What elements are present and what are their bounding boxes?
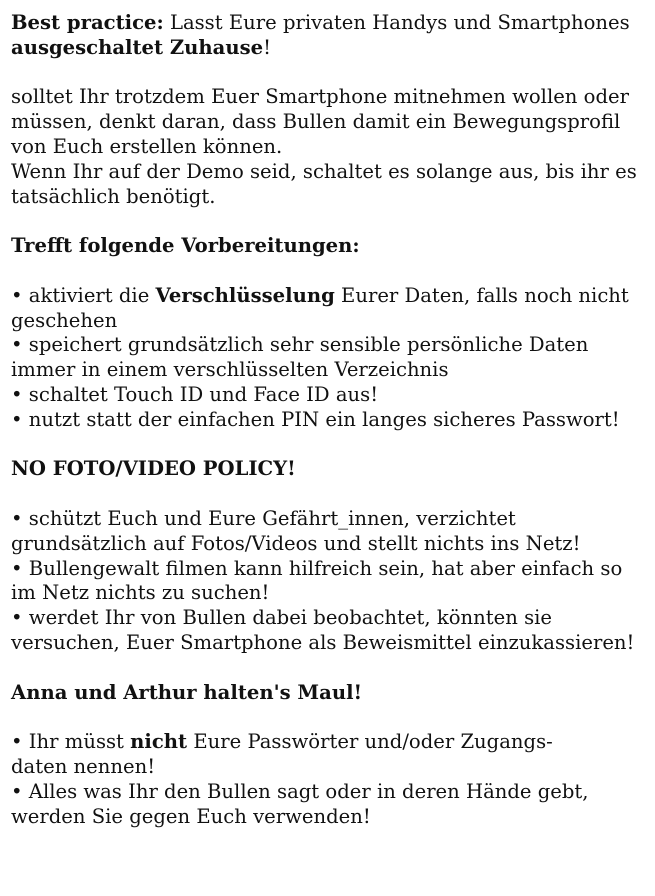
best-practice-emphasis: ausgeschaltet Zuhause — [11, 35, 264, 59]
list-item-text: schaltet Touch ID und Face ID aus! — [28, 382, 379, 406]
bullet-icon: • — [11, 779, 23, 803]
bullet-icon: • — [11, 506, 23, 530]
bullet-icon: • — [11, 283, 23, 307]
switch-off-text: Wenn Ihr auf der Demo seid, schaltet es solange aus, bis ihr es tatsächlich benötigt. — [11, 159, 637, 208]
best-practice-label: Best practice: — [11, 11, 164, 34]
movement-profile-text: solltet Ihr trotzdem Euer Smartphone mitnehmen wollen oder müssen, denkt daran, dass Bullen damit ein Bewegungsprofil von Euch erstellen können. — [11, 85, 629, 158]
list-item — [11, 557, 651, 607]
photo-video-policy-heading: NO FOTO/VIDEO POLICY! — [11, 457, 296, 481]
list-item — [11, 730, 651, 780]
list-item-text: aktiviert die — [28, 283, 150, 307]
list-item-text: werdet Ihr von Bullen dabei beobachtet, könnten sie versuchen, Euer Smartphone als Beweismittel einzukassieren! — [11, 606, 635, 654]
list-item-text: Eurer Daten, falls noch nicht geschehen — [11, 283, 629, 332]
bullet-icon: • — [11, 730, 23, 754]
bullet-icon: • — [11, 556, 23, 580]
bullet-icon: • — [11, 382, 23, 406]
list-item — [11, 383, 651, 408]
silence-heading: Anna und Arthur halten's Maul! — [11, 680, 363, 704]
list-item-text: speichert grundsätzlich sehr sensible persönliche Daten immer in einem verschlüsselten Verzeichnis — [11, 333, 589, 382]
preparations-heading: Trefft folgende Vorbereitungen: — [11, 234, 360, 258]
list-item-text: Ihr müsst — [28, 730, 124, 754]
list-item — [11, 408, 651, 433]
list-item — [11, 606, 651, 656]
list-item-text: Bullengewalt filmen kann hilfreich sein, hat aber einfach so im Netz nichts zu suchen! — [11, 556, 623, 605]
best-practice-end: ! — [263, 35, 271, 59]
best-practice-paragraph — [11, 11, 651, 61]
bullet-icon: • — [11, 333, 23, 357]
list-item — [11, 780, 651, 830]
document — [11, 11, 651, 829]
smartphone-warning-paragraph — [11, 85, 651, 209]
list-item-text: schützt Euch und Eure Gefährt_innen, verzichtet grundsätzlich auf Fotos/Videos und stellt nichts ins Netz! — [11, 506, 581, 555]
list-item — [11, 333, 651, 383]
list-item-text: Alles was Ihr den Bullen sagt oder in deren Hände gebt, werden Sie gegen Euch verwenden! — [11, 779, 589, 828]
list-item-text: nutzt statt der einfachen PIN ein langes sicheres Passwort! — [28, 407, 620, 431]
encryption-emphasis: Verschlüsselung — [155, 283, 335, 307]
list-item — [11, 284, 651, 334]
bullet-icon: • — [11, 606, 23, 630]
list-item — [11, 507, 651, 557]
not-emphasis: nicht — [130, 730, 188, 754]
bullet-icon: • — [11, 407, 23, 431]
list-item-text: daten nennen! — [11, 754, 156, 778]
list-item-text: Eure Passwörter und/oder Zugangs- — [193, 730, 553, 754]
best-practice-text: Lasst Eure privaten Handys und Smartphones — [169, 11, 630, 34]
